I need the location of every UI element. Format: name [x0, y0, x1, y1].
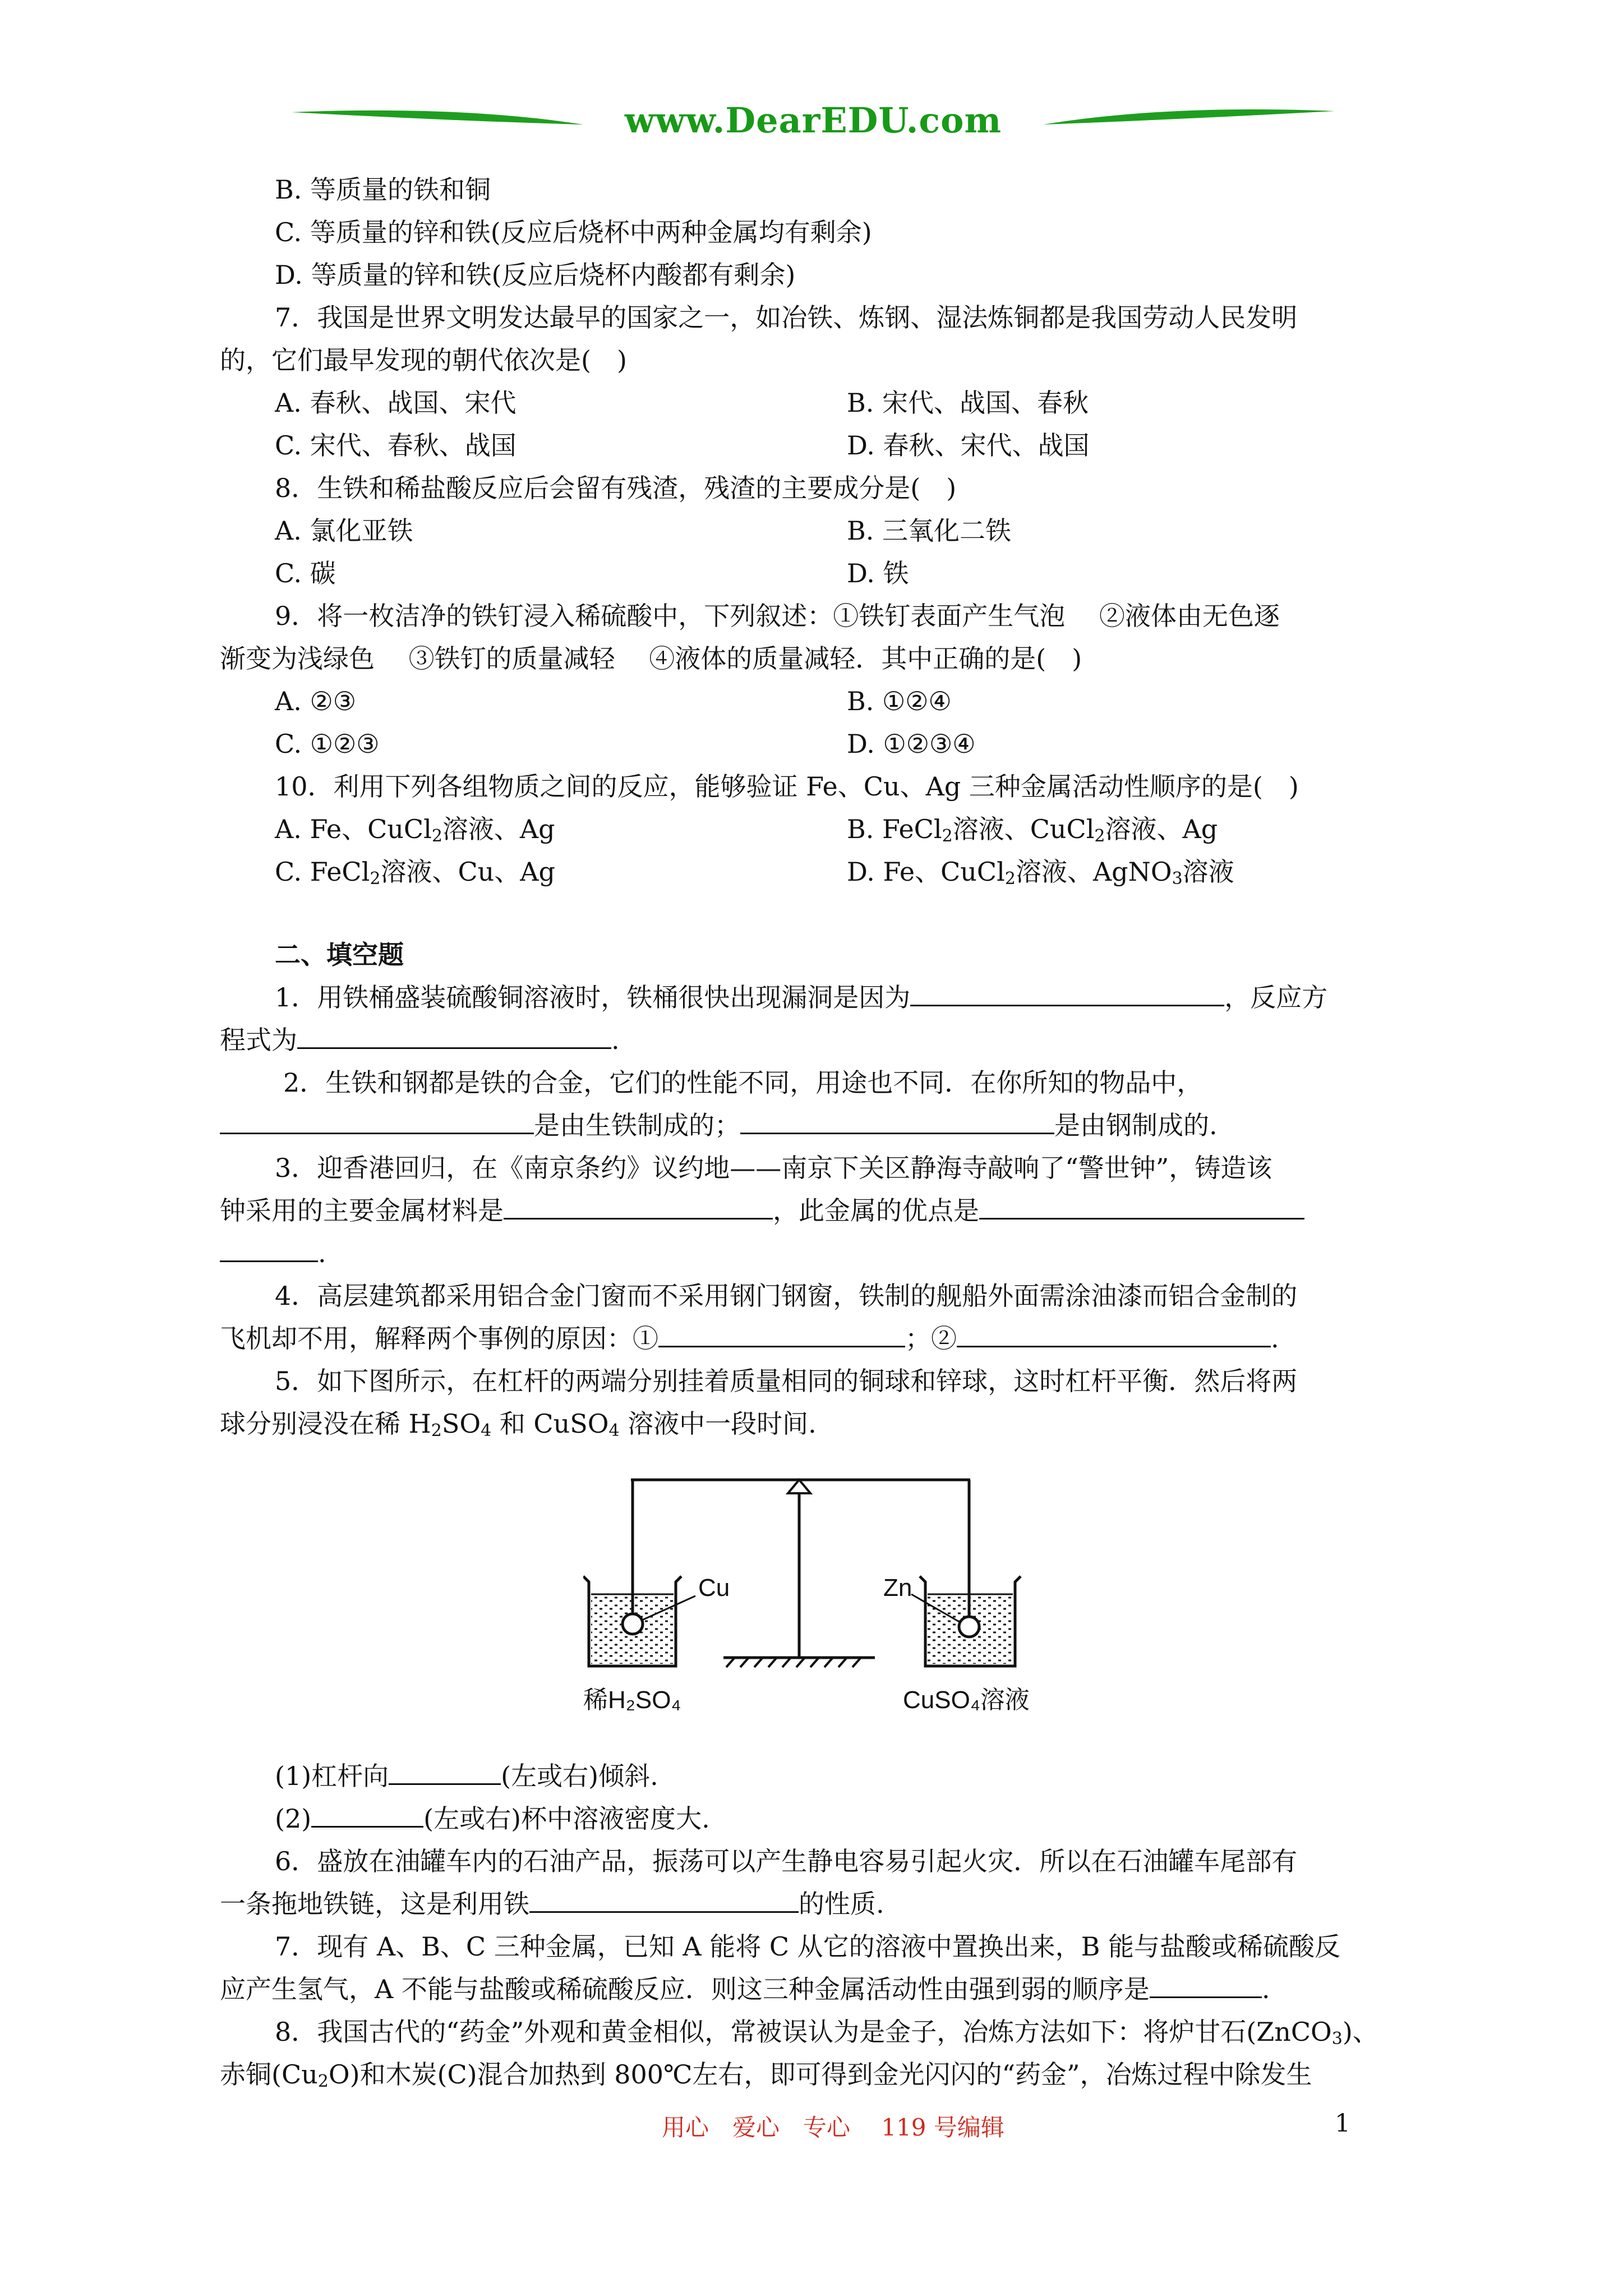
f5-line1: 5．如下图所示，在杠杆的两端分别挂着质量相同的铜球和锌球，这时杠杆平衡．然后将两	[275, 1366, 1298, 1396]
f5-subq2: (2) (左或右)杯中溶液密度大.	[275, 1803, 710, 1834]
q7-option-a: A. 春秋、战国、宋代	[275, 388, 517, 418]
f1-line1: 1．用铁桶盛装硫酸铜溶液时，铁桶很快出现漏洞是因为 ，反应方	[275, 982, 1328, 1013]
cu-label: Cu	[698, 1574, 730, 1602]
answer-blank[interactable]	[1150, 1973, 1262, 1998]
q9-option-a: A. ②③	[275, 686, 356, 716]
answer-blank[interactable]	[529, 1888, 799, 1913]
f2-line2: 是由生铁制成的； 是由钢制成的.	[220, 1108, 1218, 1142]
f4-line1: 4．高层建筑都采用铝合金门窗而不采用钢门钢窗，铁制的舰船外面需涂油漆而铝合金制的	[275, 1281, 1298, 1311]
q9-option-c: C. ①②③	[275, 729, 380, 759]
q10-stem: 10．利用下列各组物质之间的反应，能够验证 Fe、Cu、Ag 三种金属活动性顺序的是( )	[275, 771, 1299, 802]
q7-option-c: C. 宋代、春秋、战国	[275, 430, 517, 461]
f8-line1: 8．我国古代的“药金”外观和黄金相似，常被误认为是金子，冶炼方法如下：将炉甘石(ZnCO$_3$)、	[275, 2017, 1378, 2049]
f7-line2: 应产生氢气，A 不能与盐酸或稀硫酸反应．则这三种金属活动性由强到弱的顺序是 .	[220, 1974, 1270, 2004]
q8-option-c: C. 碳	[275, 558, 336, 588]
answer-blank[interactable]	[740, 1109, 1054, 1134]
footer-slogan: 用心 爱心 专心 119 号编辑	[662, 2114, 1004, 2141]
q8-stem: 8．生铁和稀盐酸反应后会留有残渣，残渣的主要成分是( )	[275, 473, 957, 503]
f8-line2: 赤铜$(Cu_2O)$和木炭(C)混合加热到 800℃左右，即可得到金光闪闪的“药金”，冶炼过程中除发生	[220, 2059, 1312, 2091]
answer-blank[interactable]	[311, 1802, 423, 1828]
f6-line2: 一条拖地铁链，这是利用铁 的性质.	[220, 1889, 884, 1919]
q10-option-a: A. Fe、CuCl$_2$溶液、Ag	[275, 814, 555, 846]
f7-line1: 7．现有 A、B、C 三种金属，已知 A 能将 C 从它的溶液中置换出来，B 能与盐酸或稀硫酸反	[275, 1931, 1341, 1962]
answer-blank[interactable]	[389, 1760, 501, 1785]
answer-blank[interactable]	[957, 1322, 1271, 1347]
q9-stem-line2: 渐变为浅绿色 ③铁钉的质量减轻 ④液体的质量减轻．其中正确的是( )	[220, 643, 1082, 674]
f6-line1: 6．盛放在油罐车内的石油产品，振荡可以产生静电容易引起火灾．所以在石油罐车尾部有	[275, 1846, 1298, 1876]
q8-option-b: B. 三氧化二铁	[847, 516, 1012, 546]
q6-option-d: D. 等质量的锌和铁(反应后烧杯内酸都有剩余)	[275, 260, 796, 290]
f2-line1: 2．生铁和钢都是铁的合金，它们的性能不同，用途也不同．在你所知的物品中，	[283, 1068, 1203, 1098]
q10-option-d: D. Fe、CuCl$_2$溶液、AgNO$_3$溶液	[847, 857, 1234, 889]
q7-option-b: B. 宋代、战国、春秋	[847, 388, 1089, 418]
answer-blank[interactable]	[297, 1024, 611, 1049]
q9-option-d: D. ①②③④	[847, 729, 976, 759]
f3-line3: .	[220, 1236, 326, 1270]
q9-stem-line1: 9．将一枚洁净的铁钉浸入稀硫酸中，下列叙述：①铁钉表面产生气泡 ②液体由无色逐	[275, 601, 1280, 631]
q8-option-a: A. 氯化亚铁	[275, 516, 413, 546]
q8-option-d: D. 铁	[847, 558, 909, 588]
f3-line1: 3．迎香港回归，在《南京条约》议约地——南京下关区静海寺敲响了“警世钟”，铸造该	[275, 1153, 1272, 1183]
answer-blank[interactable]	[504, 1194, 773, 1220]
q7-option-d: D. 春秋、宋代、战国	[847, 430, 1090, 461]
q10-option-c: C. FeCl$_2$溶液、Cu、Ag	[275, 857, 555, 889]
zn-label: Zn	[883, 1574, 912, 1602]
f5-subq1: (1)杠杆向 (左或右)倾斜.	[275, 1761, 658, 1791]
site-name[interactable]: www.DearEDU.com	[624, 100, 1002, 141]
q7-stem-line1: 7．我国是世界文明发达最早的国家之一，如冶铁、炼钢、湿法炼铜都是我国劳动人民发明	[275, 302, 1298, 333]
f1-line2: 程式为 .	[220, 1025, 620, 1055]
lever-beaker-figure	[583, 1470, 1066, 1733]
section-title-fill-in: 二、填空题	[275, 940, 404, 970]
q10-option-b: B. FeCl$_2$溶液、CuCl$_2$溶液、Ag	[847, 814, 1218, 846]
lever-diagram	[583, 1470, 1066, 1733]
answer-blank[interactable]	[910, 981, 1224, 1006]
f3-line2: 钟采用的主要金属材料是 ，此金属的优点是	[220, 1194, 1304, 1227]
right-beaker-label: CuSO₄溶液	[903, 1686, 1030, 1714]
answer-blank[interactable]	[979, 1194, 1304, 1220]
q6-option-c: C. 等质量的锌和铁(反应后烧杯中两种金属均有剩余)	[275, 217, 872, 247]
answer-blank[interactable]	[220, 1109, 534, 1134]
q6-option-b: B. 等质量的铁和铜	[275, 174, 491, 205]
site-header	[292, 95, 1335, 157]
q9-option-b: B. ①②④	[847, 686, 952, 716]
answer-blank[interactable]	[220, 1237, 318, 1262]
answer-blank[interactable]	[658, 1322, 905, 1347]
left-beaker-label: 稀H₂SO₄	[583, 1686, 681, 1714]
page-number: 1	[1335, 2109, 1350, 2138]
f4-line2: 飞机却不用，解释两个事例的原因：① ；② .	[220, 1323, 1279, 1354]
q7-stem-line2: 的，它们最早发现的朝代依次是( )	[220, 345, 627, 375]
f5-line2: 球分别浸没在稀 $H_2SO_4$ 和 CuSO$_4$ 溶液中一段时间.	[220, 1409, 817, 1441]
